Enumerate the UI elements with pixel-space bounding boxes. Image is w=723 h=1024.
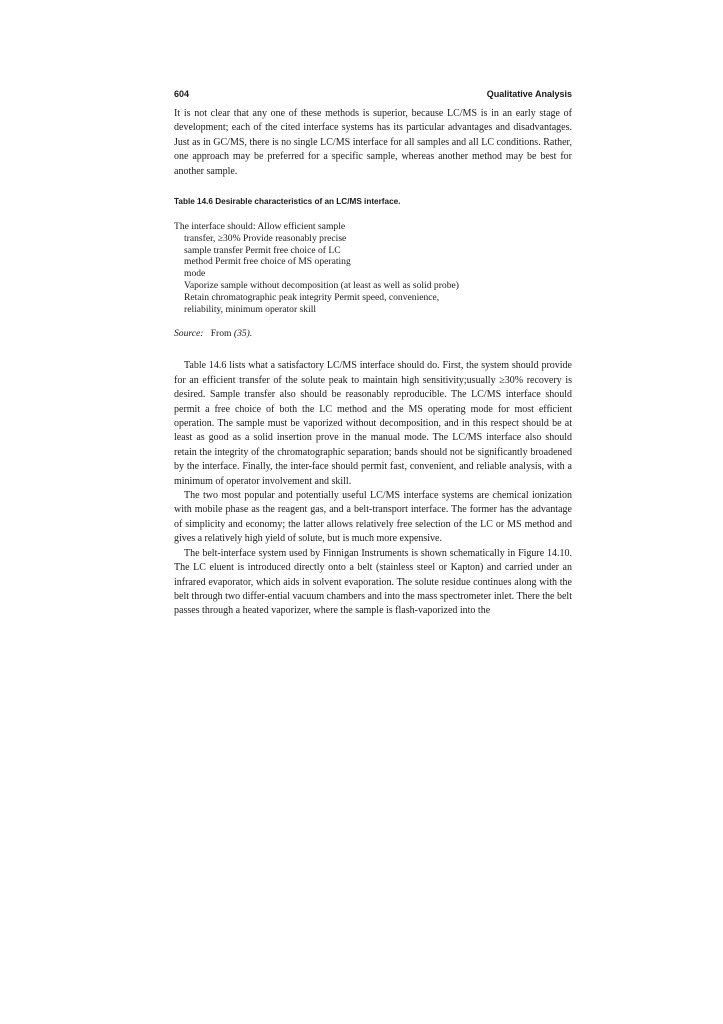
- body-section: [174, 359, 572, 618]
- running-header: [174, 87, 572, 101]
- table-body: [174, 221, 572, 315]
- table-line: Retain chromatographic peak integrity Permit speed, convenience,: [184, 291, 440, 303]
- source-text: From: [210, 328, 232, 340]
- table-line: mode: [184, 268, 206, 280]
- body-paragraph: Table 14.6 lists what a satisfactory LC/MS interface should do. First, the system should provide for an efficient transfer of the solute peak to maintain high sensitivity;usually ≥30% recovery is desired. Sample transfer also should be reasonably reproducible. The LC/MS interface should permit a free choice of both the LC method and the MS operating mode for most efficient operation. The sample must be vaporized without decomposition, and in this respect should be at least as good as a solid insertion prove in the manual mode. The LC/MS interface also should retain the integrity of the chromatographic separation; bands should not be significantly broadened by the interface. Finally, the inter-face should permit fast, convenient, and reliable analysis, with a minimum of operator involvement and skill.: [174, 360, 572, 487]
- body-paragraph: The belt-interface system used by Finnigan Instruments is shown schematically in Figure 14.10. The LC eluent is introduced directly onto a belt (stainless steel or Kapton) and carried under an infrared evaporator, which aids in solvent evaporation. The solute residue continues along with the belt through two differ-ential vacuum chambers and into the mass spectrometer inlet. There the belt passes through a heated vaporizer, where the sample is flash-vaporized into the: [174, 547, 572, 617]
- table-line: The interface should: Allow efficient sample: [174, 221, 346, 233]
- body-paragraph: The two most popular and potentially useful LC/MS interface systems are chemical ionization with mobile phase as the reagent gas, and a belt-transport interface. The former has the advantage of simplicity and economy; the latter allows relatively free selection of the LC or MS method and gives a relatively high yield of solute, but is much more expensive.: [174, 490, 572, 545]
- table-line: transfer, ≥30% Provide reasonably precise: [184, 232, 347, 244]
- document-page: [174, 87, 572, 619]
- running-title: Qualitative Analysis: [486, 89, 572, 99]
- table-line: Vaporize sample without decomposition (at least as well as solid probe): [184, 280, 459, 292]
- table-line: sample transfer Permit free choice of LC: [184, 244, 341, 256]
- table-line: reliability, minimum operator skill: [184, 303, 317, 315]
- page-number: 604: [174, 89, 190, 99]
- table-source: [174, 328, 572, 340]
- intro-paragraph: It is not clear that any one of these methods is superior, because LC/MS is in an early stage of development; each of the cited interface systems has its particular advantages and disadvantages. Just as in GC/MS, there is no single LC/MS interface for all samples and all LC conditions. Rather, one approach may be preferred for a specific sample, whereas another method may be best for another sample.: [174, 108, 572, 177]
- table-caption: Table 14.6 Desirable characteristics of an LC/MS interface.: [174, 197, 401, 207]
- source-reference: (35).: [233, 328, 253, 340]
- table-line: method Permit free choice of MS operating: [184, 256, 351, 268]
- source-label: Source:: [174, 328, 204, 340]
